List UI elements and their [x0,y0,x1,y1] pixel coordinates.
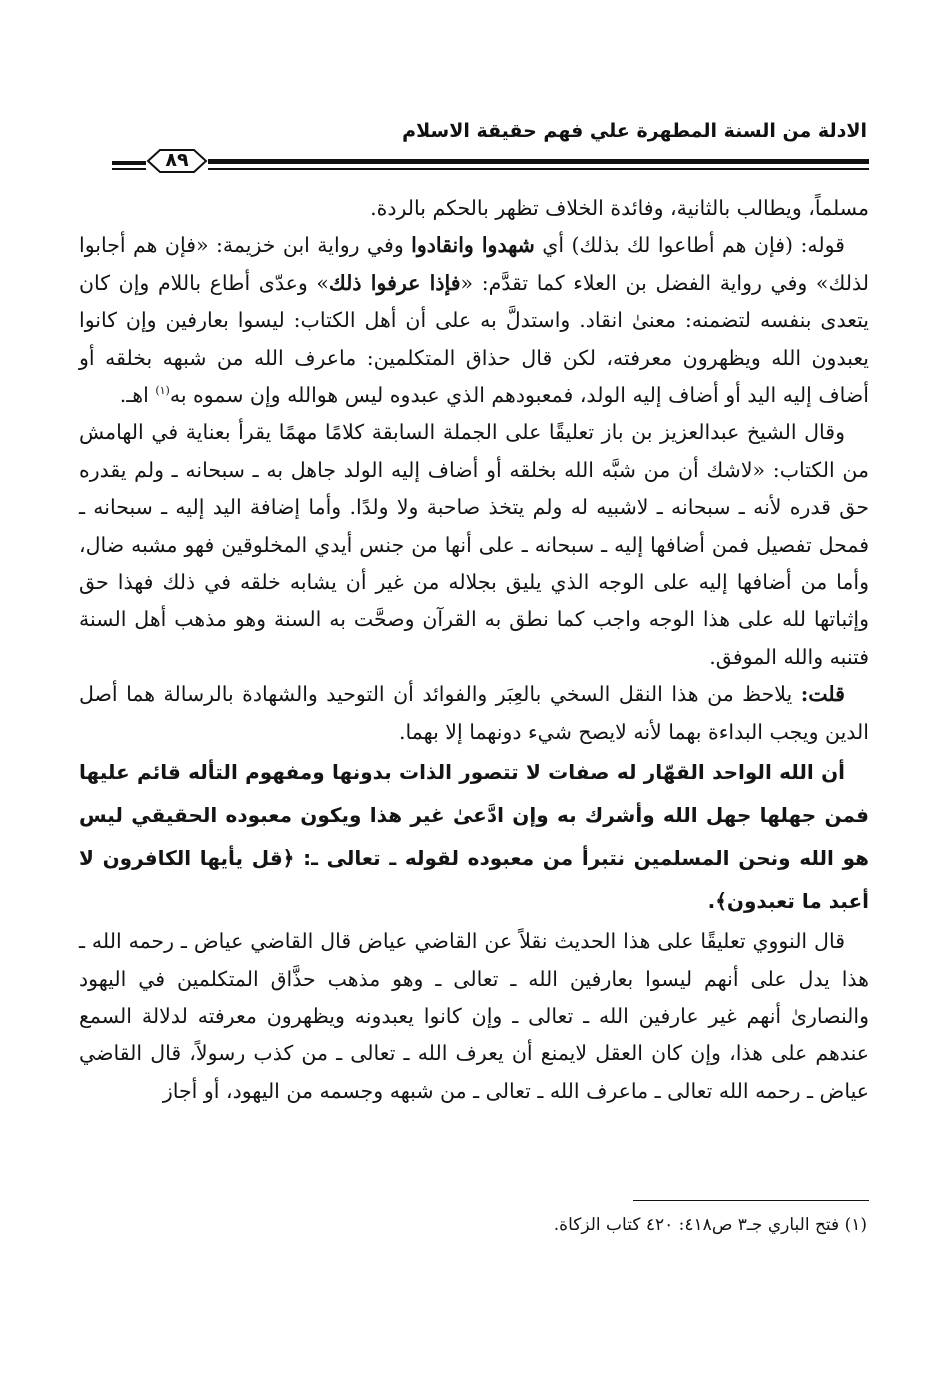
quran-verse: ﴿قل يأيها الكافرون لا أعبد ما تعبدون﴾ [79,846,869,914]
header-rule-thin [208,168,869,170]
paragraph-2-text-d: اهـ. [119,383,156,408]
footnote: (١) فتح الباري جـ٣ ص٤١٨: ٤٢٠ كتاب الزكاة. [553,1215,867,1235]
paragraph-5-end: . [707,889,716,914]
paragraph-2-bold-b: فإذا عرفوا ذلك [328,270,461,295]
body-text [79,190,869,1110]
paragraph-2-text-a: قوله: (فإن هم أطاعوا لك بذلك) أي [534,233,845,258]
paragraph-2-text-b: وفي رواية ابن خزيمة: «فإن هم أجابوا لذلك» وفي رواية الفضل بن العلاء كما تقدَّم: « [79,233,869,295]
page-number: ٨٩ [165,149,189,171]
running-title: الادلة من السنة المطهرة علي فهم حقيقة الاسلام [402,120,867,142]
paragraph-1 [79,190,869,227]
page-number-badge [146,146,208,176]
paragraph-4-text: يلاحظ من هذا النقل السخي بالعِبَر والفوائد أن التوحيد والشهادة بالرسالة هما أصل الدين ويجب البداءة بهما لأنه لايصح شيء دونهما إلا بهما. [79,682,869,744]
paragraph-3-text: وقال الشيخ عبدالعزيز بن باز تعليقًا على الجملة السابقة كلامًا مهمًا يقرأ بعناية في الهامش من الكتاب: «لاشك أن من شبَّه الله بخلقه أو أضاف إليه الولد جاهل به ـ سبحانه ـ ولم يقدره حق قدره لأنه ـ سبحانه ـ لاشبيه له ولم يتخذ صاحبة ولا ولدًا. وأما إضافة اليد إليه ـ سبحانه ـ فمحل تفصيل فمن أضافها إليه ـ سبحانه ـ على أنها من جنس أيدي المخلوقين فهو مشبه ضال، وأما من أضافها إليه على الوجه الذي يليق بجلاله من غير أن يشابه خلقه في ذلك فهذا حق وإثباتها لله على هذا الوجه واجب كما نطق به القرآن وصحَّت به السنة وهو مذهب أهل السنة فتنبه والله الموفق. [79,420,869,669]
paragraph-2-bold-a: شهدوا وانقادوا [411,233,535,258]
paragraph-6 [79,923,869,1110]
header-rule-thick [208,159,869,164]
paragraph-1-text: مسلماً، ويطالب بالثانية، وفائدة الخلاف تظهر بالحكم بالردة. [370,196,869,220]
paragraph-6-text: قال النووي تعليقًا على هذا الحديث نقلاً عن القاضي عياض قال القاضي عياض ـ رحمه الله ـ هذا يدل على أنهم ليسوا بعارفين الله ـ تعالى ـ وهو مذهب حذَّاق المتكلمين في اليهود والنصارىٰ أنهم غير عارفين الله ـ تعالى ـ وإن كانوا يعبدونه ويظهرون معرفته لدلالة السمع عندهم على هذا، وإن كان العقل لايمنع أن يعرف الله ـ تعالى ـ من كذب رسولاً، قال القاضي عياض ـ رحمه الله تعالى ـ ماعرف الله ـ تعالى ـ من شبهه وجسمه من اليهود، أو أجاز [79,929,869,1103]
footnote-reference: (١) [155,384,170,398]
paragraph-2-text-c: » وعدّى أطاع باللام وإن كان يتعدى بنفسه لتضمنه: معنىٰ انقاد. واستدلَّ به على أن أهل الكتاب: ليسوا بعارفين وإن كانوا يعبدون الله ويظهرون معرفته، لكن قال حذاق المتكلمين: ماعرف الله من شبهه بخلقه أو أضاف إليه اليد أو أضاف إليه الولد، فمعبودهم الذي عبدوه ليس هوالله وإن سموه به [79,270,869,408]
footnote-rule [633,1200,869,1201]
paragraph-4 [79,676,869,751]
paragraph-4-label: قلت: [800,682,845,707]
paragraph-5 [79,751,869,923]
header-rule-left-thin [112,168,146,170]
paragraph-2 [79,227,869,414]
paragraph-3 [79,414,869,676]
header-rule-left [112,161,146,165]
paragraph-5-text: أن الله الواحد القهّار له صفات لا تتصور الذات بدونها ومفهوم التأله قائم عليها فمن جهلها جهل الله وأشرك به وإن ادَّعىٰ غير هذا ويكون معبوده الحقيقي ليس هو الله ونحن المسلمين نتبرأ من معبوده لقوله ـ تعالى ـ: [79,760,869,871]
